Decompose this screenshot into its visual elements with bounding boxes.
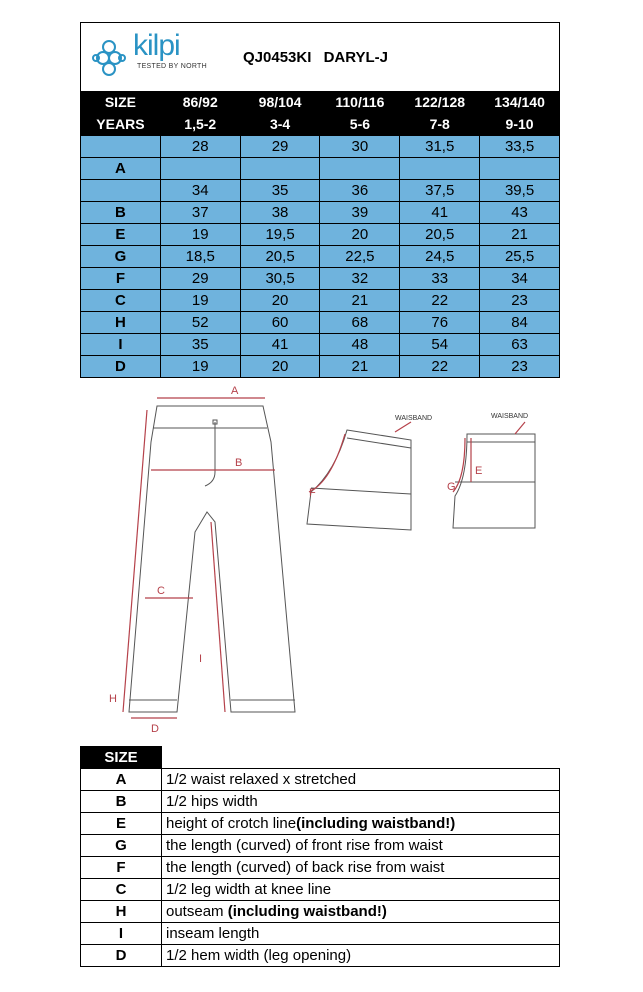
legend-key: F xyxy=(81,857,162,879)
legend-text: the length (curved) of front rise from waist xyxy=(166,837,443,854)
size-row xyxy=(81,290,560,312)
size-cell: 22,5 xyxy=(320,246,400,268)
legend-key: B xyxy=(81,791,162,813)
measure-h xyxy=(123,410,147,712)
size-header-label: SIZE xyxy=(81,92,161,114)
waistband-label-2: WAISBAND xyxy=(491,413,529,420)
size-cell: 24,5 xyxy=(400,246,480,268)
label-c: C xyxy=(157,585,165,597)
fly-line xyxy=(205,422,215,486)
size-cell: 38 xyxy=(240,202,320,224)
size-table xyxy=(80,91,560,378)
size-cell: 31,5 xyxy=(400,136,480,158)
size-row-label xyxy=(81,136,161,158)
size-header-cell: 122/128 xyxy=(400,92,480,114)
size-cell: 41 xyxy=(240,334,320,356)
legend-header-blank xyxy=(162,747,560,769)
size-cell: 19 xyxy=(160,290,240,312)
size-cell xyxy=(320,158,400,180)
size-row-label: D xyxy=(81,356,161,378)
legend-key: C xyxy=(81,879,162,901)
size-cell xyxy=(480,158,560,180)
legend-key: I xyxy=(81,923,162,945)
size-cell: 20 xyxy=(320,224,400,246)
size-cell: 33 xyxy=(400,268,480,290)
legend-row xyxy=(81,879,560,901)
measure-f xyxy=(309,434,345,492)
pants-measurement-diagram xyxy=(95,382,545,734)
size-cell: 54 xyxy=(400,334,480,356)
size-cell: 34 xyxy=(480,268,560,290)
size-cell xyxy=(160,158,240,180)
size-cell: 28 xyxy=(160,136,240,158)
brand-name: kilpi xyxy=(133,29,180,62)
size-cell: 29 xyxy=(240,136,320,158)
years-header-row xyxy=(81,114,560,136)
size-row-label xyxy=(81,180,161,202)
legend-description xyxy=(162,879,560,901)
legend-row xyxy=(81,901,560,923)
size-cell: 37 xyxy=(160,202,240,224)
size-cell: 84 xyxy=(480,312,560,334)
waistband-label-1: WAISBAND xyxy=(395,415,433,422)
legend-row xyxy=(81,857,560,879)
size-cell: 22 xyxy=(400,290,480,312)
label-i: I xyxy=(199,653,203,665)
legend-description xyxy=(162,835,560,857)
size-row xyxy=(81,136,560,158)
size-cell: 52 xyxy=(160,312,240,334)
legend-text: height of crotch line xyxy=(166,815,297,832)
size-cell: 41 xyxy=(400,202,480,224)
size-cell: 43 xyxy=(480,202,560,224)
label-b: B xyxy=(235,457,243,469)
size-cell: 33,5 xyxy=(480,136,560,158)
measurement-legend xyxy=(80,746,560,967)
size-row-label: I xyxy=(81,334,161,356)
size-cell: 35 xyxy=(240,180,320,202)
legend-emphasis: (including waistband!) xyxy=(296,815,456,832)
size-cell: 23 xyxy=(480,356,560,378)
size-row-label: C xyxy=(81,290,161,312)
label-d: D xyxy=(151,723,159,734)
legend-description xyxy=(162,857,560,879)
size-row xyxy=(81,224,560,246)
size-cell: 39,5 xyxy=(480,180,560,202)
legend-key: D xyxy=(81,945,162,967)
legend-text: outseam xyxy=(166,903,228,920)
size-header-cell: 110/116 xyxy=(320,92,400,114)
label-e: E xyxy=(475,465,483,477)
legend-row xyxy=(81,813,560,835)
label-a: A xyxy=(231,385,239,397)
size-cell: 20,5 xyxy=(240,246,320,268)
size-row xyxy=(81,312,560,334)
years-header-cell: 9-10 xyxy=(480,114,560,136)
size-cell: 19 xyxy=(160,224,240,246)
product-title xyxy=(243,49,388,66)
years-header-label: YEARS xyxy=(81,114,161,136)
years-header-cell: 1,5-2 xyxy=(160,114,240,136)
size-row xyxy=(81,202,560,224)
legend-key: G xyxy=(81,835,162,857)
size-cell: 76 xyxy=(400,312,480,334)
size-row xyxy=(81,268,560,290)
size-row xyxy=(81,246,560,268)
size-row-label: E xyxy=(81,224,161,246)
size-cell: 63 xyxy=(480,334,560,356)
legend-description xyxy=(162,901,560,923)
size-cell: 21 xyxy=(320,290,400,312)
size-cell: 30,5 xyxy=(240,268,320,290)
size-cell: 19 xyxy=(160,356,240,378)
size-cell: 21 xyxy=(480,224,560,246)
size-cell: 32 xyxy=(320,268,400,290)
size-cell: 29 xyxy=(160,268,240,290)
size-header-cell: 86/92 xyxy=(160,92,240,114)
legend-text: 1/2 waist relaxed x stretched xyxy=(166,771,357,788)
legend-emphasis: (including waistband!) xyxy=(227,903,387,920)
product-code: QJ0453KI xyxy=(243,49,312,66)
pants-outline xyxy=(129,406,295,712)
chart-header xyxy=(80,22,560,91)
size-row-label: A xyxy=(81,158,161,180)
years-header-cell: 7-8 xyxy=(400,114,480,136)
size-row-label: H xyxy=(81,312,161,334)
label-f: F xyxy=(309,487,316,499)
size-cell: 21 xyxy=(320,356,400,378)
size-header-cell: 134/140 xyxy=(480,92,560,114)
legend-description xyxy=(162,923,560,945)
years-header-cell: 3-4 xyxy=(240,114,320,136)
legend-description xyxy=(162,769,560,791)
size-cell: 23 xyxy=(480,290,560,312)
size-cell xyxy=(400,158,480,180)
years-header-cell: 5-6 xyxy=(320,114,400,136)
size-row-label: B xyxy=(81,202,161,224)
back-view-outline xyxy=(307,430,411,530)
size-row xyxy=(81,356,560,378)
size-row xyxy=(81,180,560,202)
legend-row xyxy=(81,769,560,791)
size-cell: 48 xyxy=(320,334,400,356)
product-name: DARYL-J xyxy=(323,49,389,66)
legend-text: 1/2 hips width xyxy=(166,793,258,810)
legend-header: SIZE xyxy=(81,747,162,769)
legend-key: H xyxy=(81,901,162,923)
legend-key: A xyxy=(81,769,162,791)
size-cell: 68 xyxy=(320,312,400,334)
legend-row xyxy=(81,791,560,813)
legend-description xyxy=(162,813,560,835)
legend-text: 1/2 leg width at knee line xyxy=(166,881,332,898)
size-cell: 19,5 xyxy=(240,224,320,246)
label-h: H xyxy=(109,693,117,705)
legend-text: the length (curved) of back rise from waist xyxy=(166,859,445,876)
size-row xyxy=(81,334,560,356)
size-cell: 20 xyxy=(240,290,320,312)
size-cell: 35 xyxy=(160,334,240,356)
size-chart-sheet xyxy=(80,22,560,378)
legend-text: inseam length xyxy=(166,925,260,942)
size-cell: 22 xyxy=(400,356,480,378)
size-cell: 20 xyxy=(240,356,320,378)
size-cell: 37,5 xyxy=(400,180,480,202)
size-cell: 60 xyxy=(240,312,320,334)
size-cell xyxy=(240,158,320,180)
legend-row xyxy=(81,835,560,857)
size-cell: 36 xyxy=(320,180,400,202)
size-header-row xyxy=(81,92,560,114)
legend-row xyxy=(81,923,560,945)
size-row-label: F xyxy=(81,268,161,290)
legend-description xyxy=(162,791,560,813)
size-cell: 39 xyxy=(320,202,400,224)
size-cell: 25,5 xyxy=(480,246,560,268)
size-cell: 18,5 xyxy=(160,246,240,268)
size-cell: 30 xyxy=(320,136,400,158)
legend-key: E xyxy=(81,813,162,835)
size-row xyxy=(81,158,560,180)
waistband-arrow-2 xyxy=(515,422,525,434)
size-cell: 20,5 xyxy=(400,224,480,246)
size-header-cell: 98/104 xyxy=(240,92,320,114)
legend-header-row xyxy=(81,747,560,769)
waistband-arrow-1 xyxy=(395,422,411,432)
legend-row xyxy=(81,945,560,967)
legend-description xyxy=(162,945,560,967)
brand-tagline: TESTED BY NORTH xyxy=(137,63,207,70)
legend-text: 1/2 hem width (leg opening) xyxy=(166,947,352,964)
label-g: G xyxy=(447,481,456,493)
size-row-label: G xyxy=(81,246,161,268)
size-cell: 34 xyxy=(160,180,240,202)
